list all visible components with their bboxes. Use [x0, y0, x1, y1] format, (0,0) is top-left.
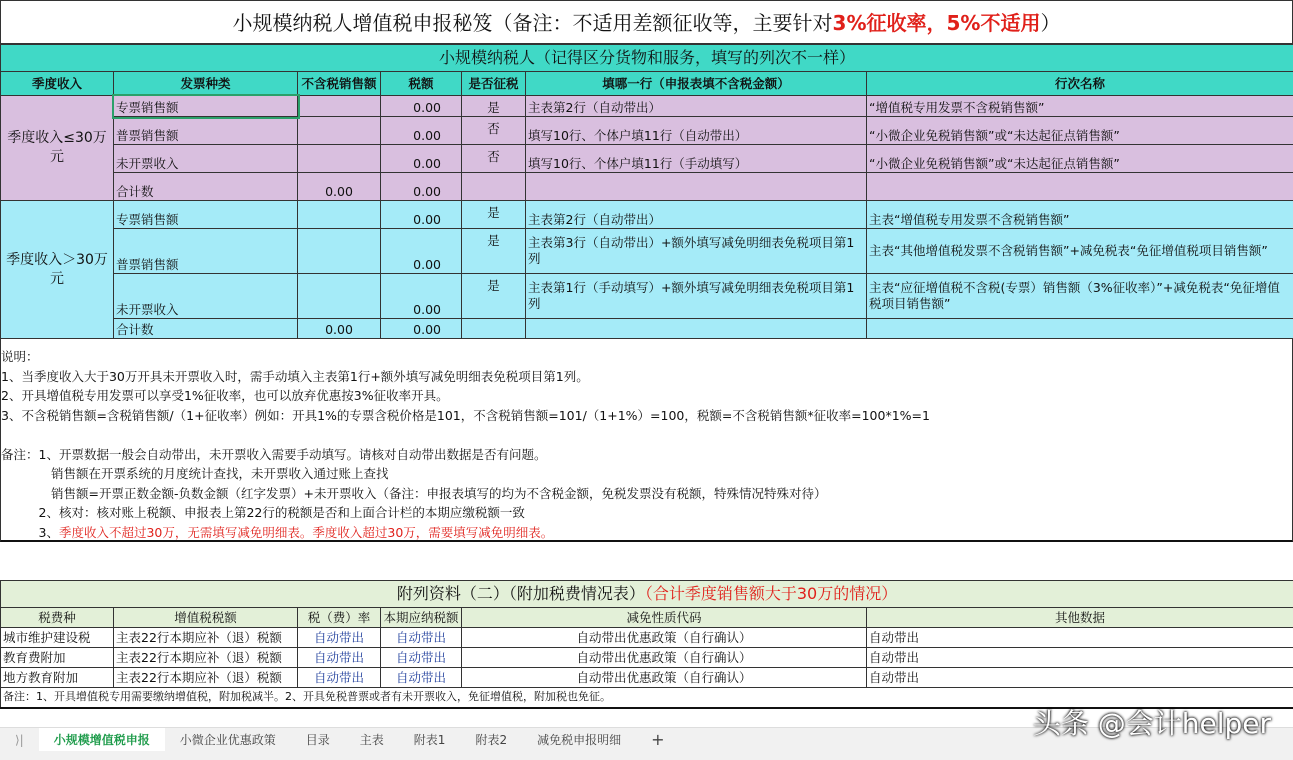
sheet-tab[interactable]: 附表1 — [413, 732, 446, 747]
cell[interactable]: 否 — [462, 145, 526, 173]
cell[interactable]: 自动带出优惠政策（自行确认） — [462, 628, 867, 648]
column-header: 行次名称 — [867, 72, 1293, 96]
cell[interactable] — [298, 274, 381, 319]
column-header: 减免性质代码 — [462, 608, 867, 628]
cell[interactable]: 0.00 — [381, 173, 462, 201]
cell[interactable]: 合计数 — [114, 173, 298, 201]
cell[interactable]: “小微企业免税销售额”或“未达起征点销售额” — [867, 117, 1293, 145]
cell[interactable]: 填写10行、个体户填11行（自动带出） — [526, 117, 867, 145]
appendix-title: 附列资料（二）（附加税费情况表）（合计季度销售额大于30万的情况） — [1, 581, 1293, 608]
cell[interactable]: 0.00 — [381, 319, 462, 339]
appendix-note: 备注：1、开具增值税专用需要缴纳增值税，附加税减半。2、开具免税普票或者有未开票收入，免征增值税，附加税也免征。 — [1, 688, 1293, 708]
note-line: 销售额=开票正数金额-负数金额（红字发票）+未开票收入（备注：申报表填写的均为不含税金额，免税发票没有税额，特殊情况特殊对待） — [1, 485, 827, 501]
cell[interactable] — [462, 173, 526, 201]
cell[interactable]: 是 — [462, 96, 526, 117]
cell[interactable]: 自动带出 — [298, 648, 381, 668]
note-line: 3、不含税销售额=含税销售额/（1+征收率）例如：开具1%的专票含税价格是101，不含税销售额=101/（1+1%）=100，税额=不含税销售额*征收率=100*1%=1 — [1, 407, 930, 423]
sheet-tab[interactable]: 小规模增值税申报 — [39, 728, 165, 752]
sheet-tab[interactable]: 目录 — [305, 732, 330, 747]
notes-section — [0, 338, 1293, 542]
column-header: 是否征税 — [462, 72, 526, 96]
cell[interactable]: 主表第1行（手动填写）+额外填写减免明细表免税项目第1列 — [526, 274, 867, 319]
cell[interactable] — [298, 229, 381, 274]
cell[interactable]: 自动带出优惠政策（自行确认） — [462, 668, 867, 688]
group-label: 季度收入＞30万元 — [1, 201, 114, 339]
sheet-title: 小规模纳税人增值税申报秘笈（备注：不适用差额征收等，主要针对3%征收率，5%不适用） — [0, 0, 1293, 44]
subtitle: 小规模纳税人（记得区分货物和服务，填写的列次不一样） — [1, 45, 1293, 72]
note-line: 备注：1、开票数据一般会自动带出，未开票收入需要手动填写。请核对自动带出数据是否有问题。 — [1, 446, 547, 462]
sheet-tab[interactable]: 减免税申报明细 — [537, 732, 622, 747]
cell[interactable]: 教育费附加 — [1, 648, 114, 668]
cell[interactable]: 主表22行本期应补（退）税额 — [114, 668, 298, 688]
note-line-red: 3、季度收入不超过30万，无需填写减免明细表。季度收入超过30万，需要填写减免明细表。 — [1, 524, 554, 540]
column-header: 税费种 — [1, 608, 114, 628]
cell[interactable]: 合计数 — [114, 319, 298, 339]
cell[interactable]: 是 — [462, 229, 526, 274]
cell[interactable]: “小微企业免税销售额”或“未达起征点销售额” — [867, 145, 1293, 173]
cell[interactable]: 自动带出 — [298, 628, 381, 648]
sheet-tab[interactable]: 主表 — [359, 732, 384, 747]
cell[interactable]: 0.00 — [381, 274, 462, 319]
cell[interactable]: 0.00 — [381, 117, 462, 145]
column-header: 税额 — [381, 72, 462, 96]
note-line: 1、当季度收入大于30万开具未开票收入时，需手动填入主表第1行+额外填写减免明细表免税项目第1列。 — [1, 368, 589, 384]
cell[interactable]: 0.00 — [381, 229, 462, 274]
cell[interactable]: 自动带出 — [867, 668, 1293, 688]
cell[interactable]: 自动带出 — [381, 648, 462, 668]
note-line: 销售额在开票系统的月度统计查找，未开票收入通过账上查找 — [1, 466, 389, 481]
cell[interactable]: 自动带出 — [867, 628, 1293, 648]
cell[interactable] — [867, 319, 1293, 339]
cell[interactable] — [462, 319, 526, 339]
cell[interactable] — [526, 173, 867, 201]
column-header: 其他数据 — [867, 608, 1293, 628]
cell[interactable]: 主表第2行（自动带出） — [526, 96, 867, 117]
note-line: 2、开具增值税专用发票可以享受1%征收率，也可以放弃优惠按3%征收率开具。 — [1, 388, 449, 403]
cell[interactable] — [298, 96, 381, 117]
note-line: 2、核对：核对账上税额、申报表上第22行的税额是否和上面合计栏的本期应缴税额一致 — [1, 505, 525, 520]
cell[interactable]: 地方教育附加 — [1, 668, 114, 688]
column-header: 本期应纳税额 — [381, 608, 462, 628]
cell[interactable] — [867, 173, 1293, 201]
tab-nav-icon[interactable]: ⟩| — [15, 732, 24, 747]
watermark: 头条 @会计helper — [1032, 707, 1271, 740]
cell[interactable] — [526, 319, 867, 339]
cell[interactable]: 0.00 — [298, 173, 381, 201]
cell[interactable]: 0.00 — [381, 201, 462, 229]
cell[interactable]: 普票销售额 — [114, 117, 298, 145]
cell[interactable]: 自动带出优惠政策（自行确认） — [462, 648, 867, 668]
cell[interactable]: “增值税专用发票不含税销售额” — [867, 96, 1293, 117]
column-header: 发票种类 — [114, 72, 298, 96]
cell[interactable]: 未开票收入 — [114, 145, 298, 173]
cell[interactable]: 填写10行、个体户填11行（手动填写） — [526, 145, 867, 173]
cell[interactable]: 0.00 — [298, 319, 381, 339]
cell[interactable]: 专票销售额 — [114, 96, 298, 117]
cell[interactable]: 自动带出 — [381, 628, 462, 648]
cell[interactable]: 未开票收入 — [114, 274, 298, 319]
cell[interactable]: 自动带出 — [381, 668, 462, 688]
note-line: 说明： — [1, 349, 39, 364]
cell[interactable]: 否 — [462, 117, 526, 145]
cell[interactable]: 0.00 — [381, 145, 462, 173]
group-label: 季度收入≤30万元 — [1, 96, 114, 201]
cell[interactable]: 普票销售额 — [114, 229, 298, 274]
vat-table — [0, 44, 1293, 339]
note-line — [1, 425, 1292, 445]
cell[interactable]: 专票销售额 — [114, 201, 298, 229]
cell[interactable]: 自动带出 — [867, 648, 1293, 668]
cell[interactable] — [298, 201, 381, 229]
cell[interactable]: 城市维护建设税 — [1, 628, 114, 648]
cell[interactable]: 自动带出 — [298, 668, 381, 688]
appendix-table — [0, 580, 1293, 709]
cell[interactable]: 主表第3行（自动带出）+额外填写减免明细表免税项目第1列 — [526, 229, 867, 274]
cell[interactable]: 主表22行本期应补（退）税额 — [114, 648, 298, 668]
column-header: 不含税销售额 — [298, 72, 381, 96]
sheet-tab[interactable]: 附表2 — [475, 732, 508, 747]
cell[interactable] — [298, 145, 381, 173]
cell[interactable]: 主表第2行（自动带出） — [526, 201, 867, 229]
cell[interactable]: 主表22行本期应补（退）税额 — [114, 628, 298, 648]
column-header: 税（费）率 — [298, 608, 381, 628]
cell[interactable]: 主表“其他增值税发票不含税销售额”+减免税表“免征增值税项目销售额” — [867, 229, 1293, 274]
add-sheet-icon[interactable]: + — [651, 729, 665, 749]
column-header: 季度收入 — [1, 72, 114, 96]
cell[interactable] — [298, 117, 381, 145]
cell[interactable]: 是 — [462, 274, 526, 319]
cell[interactable]: 主表“应征增值税不含税(专票）销售额（3%征收率）”+减免税表“免征增值税项目销售额” — [867, 274, 1293, 319]
cell[interactable]: 0.00 — [381, 96, 462, 117]
sheet-tab[interactable]: 小微企业优惠政策 — [179, 732, 276, 747]
cell[interactable]: 主表“增值税专用发票不含税销售额” — [867, 201, 1293, 229]
cell[interactable]: 是 — [462, 201, 526, 229]
column-header: 填哪一行（申报表填不含税金额） — [526, 72, 867, 96]
column-header: 增值税税额 — [114, 608, 298, 628]
